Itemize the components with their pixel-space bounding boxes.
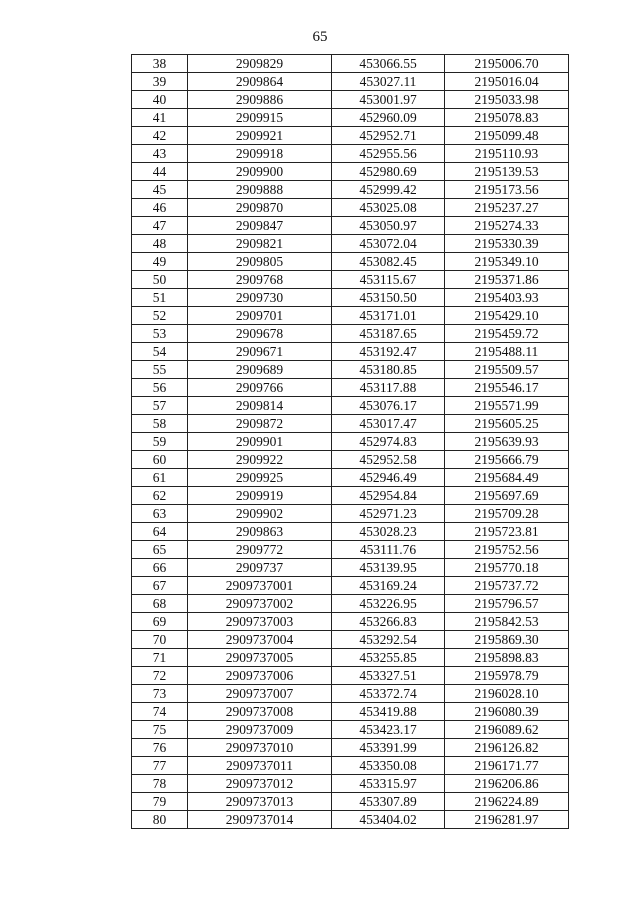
x-coordinate-cell: 453072.04 (332, 235, 445, 253)
point-number-cell: 54 (132, 343, 188, 361)
point-id-cell: 2909737007 (188, 685, 332, 703)
point-id-cell: 2909922 (188, 451, 332, 469)
point-id-cell: 2909768 (188, 271, 332, 289)
table-row (132, 73, 569, 91)
x-coordinate-cell: 452971.23 (332, 505, 445, 523)
x-coordinate-cell: 453187.65 (332, 325, 445, 343)
x-coordinate-cell: 453307.89 (332, 793, 445, 811)
y-coordinate-cell: 2195605.25 (445, 415, 569, 433)
point-id-cell: 2909737001 (188, 577, 332, 595)
y-coordinate-cell: 2195723.81 (445, 523, 569, 541)
point-id-cell: 2909737011 (188, 757, 332, 775)
table-row (132, 325, 569, 343)
point-number-cell: 80 (132, 811, 188, 829)
point-id-cell: 2909737004 (188, 631, 332, 649)
point-id-cell: 2909737012 (188, 775, 332, 793)
point-id-cell: 2909772 (188, 541, 332, 559)
table-row (132, 631, 569, 649)
table-row (132, 127, 569, 145)
table-row (132, 307, 569, 325)
point-id-cell: 2909737010 (188, 739, 332, 757)
point-number-cell: 74 (132, 703, 188, 721)
y-coordinate-cell: 2195330.39 (445, 235, 569, 253)
point-id-cell: 2909886 (188, 91, 332, 109)
point-number-cell: 60 (132, 451, 188, 469)
point-number-cell: 61 (132, 469, 188, 487)
x-coordinate-cell: 453255.85 (332, 649, 445, 667)
y-coordinate-cell: 2195697.69 (445, 487, 569, 505)
point-number-cell: 68 (132, 595, 188, 613)
point-number-cell: 66 (132, 559, 188, 577)
y-coordinate-cell: 2195139.53 (445, 163, 569, 181)
point-number-cell: 79 (132, 793, 188, 811)
table-row (132, 541, 569, 559)
point-number-cell: 41 (132, 109, 188, 127)
table-row (132, 181, 569, 199)
table-row (132, 811, 569, 829)
y-coordinate-cell: 2196028.10 (445, 685, 569, 703)
y-coordinate-cell: 2196171.77 (445, 757, 569, 775)
point-number-cell: 78 (132, 775, 188, 793)
point-number-cell: 39 (132, 73, 188, 91)
y-coordinate-cell: 2195274.33 (445, 217, 569, 235)
table-row (132, 793, 569, 811)
x-coordinate-cell: 453001.97 (332, 91, 445, 109)
point-id-cell: 2909730 (188, 289, 332, 307)
point-id-cell: 2909821 (188, 235, 332, 253)
y-coordinate-cell: 2195666.79 (445, 451, 569, 469)
point-id-cell: 2909737009 (188, 721, 332, 739)
point-id-cell: 2909872 (188, 415, 332, 433)
point-number-cell: 57 (132, 397, 188, 415)
point-id-cell: 2909737006 (188, 667, 332, 685)
x-coordinate-cell: 453419.88 (332, 703, 445, 721)
point-id-cell: 2909737008 (188, 703, 332, 721)
y-coordinate-cell: 2195459.72 (445, 325, 569, 343)
y-coordinate-cell: 2195978.79 (445, 667, 569, 685)
y-coordinate-cell: 2195110.93 (445, 145, 569, 163)
table-row (132, 289, 569, 307)
table-row (132, 757, 569, 775)
point-number-cell: 45 (132, 181, 188, 199)
y-coordinate-cell: 2195173.56 (445, 181, 569, 199)
table-row (132, 721, 569, 739)
table-row (132, 649, 569, 667)
point-number-cell: 51 (132, 289, 188, 307)
point-number-cell: 72 (132, 667, 188, 685)
table-row (132, 397, 569, 415)
x-coordinate-cell: 453025.08 (332, 199, 445, 217)
table-row (132, 433, 569, 451)
point-number-cell: 71 (132, 649, 188, 667)
y-coordinate-cell: 2195016.04 (445, 73, 569, 91)
table-row (132, 55, 569, 73)
point-number-cell: 67 (132, 577, 188, 595)
point-number-cell: 64 (132, 523, 188, 541)
x-coordinate-cell: 453423.17 (332, 721, 445, 739)
table-row (132, 361, 569, 379)
table-row (132, 739, 569, 757)
table-row (132, 163, 569, 181)
point-id-cell: 2909701 (188, 307, 332, 325)
y-coordinate-cell: 2196089.62 (445, 721, 569, 739)
table-row (132, 505, 569, 523)
x-coordinate-cell: 452999.42 (332, 181, 445, 199)
table-row (132, 667, 569, 685)
point-id-cell: 2909888 (188, 181, 332, 199)
point-number-cell: 59 (132, 433, 188, 451)
y-coordinate-cell: 2195488.11 (445, 343, 569, 361)
y-coordinate-cell: 2195737.72 (445, 577, 569, 595)
table-row (132, 415, 569, 433)
point-id-cell: 2909766 (188, 379, 332, 397)
table-row (132, 271, 569, 289)
y-coordinate-cell: 2195684.49 (445, 469, 569, 487)
x-coordinate-cell: 453150.50 (332, 289, 445, 307)
point-id-cell: 2909678 (188, 325, 332, 343)
table-row (132, 469, 569, 487)
y-coordinate-cell: 2195403.93 (445, 289, 569, 307)
point-id-cell: 2909915 (188, 109, 332, 127)
table-row (132, 595, 569, 613)
table-row (132, 487, 569, 505)
y-coordinate-cell: 2195770.18 (445, 559, 569, 577)
table-row (132, 253, 569, 271)
point-id-cell: 2909863 (188, 523, 332, 541)
y-coordinate-cell: 2196206.86 (445, 775, 569, 793)
y-coordinate-cell: 2195349.10 (445, 253, 569, 271)
y-coordinate-cell: 2196126.82 (445, 739, 569, 757)
x-coordinate-cell: 453315.97 (332, 775, 445, 793)
x-coordinate-cell: 453111.76 (332, 541, 445, 559)
point-number-cell: 46 (132, 199, 188, 217)
table-row (132, 199, 569, 217)
point-number-cell: 52 (132, 307, 188, 325)
point-number-cell: 76 (132, 739, 188, 757)
point-id-cell: 2909737002 (188, 595, 332, 613)
y-coordinate-cell: 2196080.39 (445, 703, 569, 721)
point-id-cell: 2909864 (188, 73, 332, 91)
x-coordinate-cell: 453066.55 (332, 55, 445, 73)
point-id-cell: 2909870 (188, 199, 332, 217)
x-coordinate-cell: 453372.74 (332, 685, 445, 703)
point-id-cell: 2909902 (188, 505, 332, 523)
point-number-cell: 69 (132, 613, 188, 631)
point-number-cell: 48 (132, 235, 188, 253)
x-coordinate-cell: 453192.47 (332, 343, 445, 361)
table-row (132, 235, 569, 253)
point-number-cell: 53 (132, 325, 188, 343)
point-id-cell: 2909737013 (188, 793, 332, 811)
x-coordinate-cell: 453139.95 (332, 559, 445, 577)
point-number-cell: 44 (132, 163, 188, 181)
point-id-cell: 2909737003 (188, 613, 332, 631)
table-row (132, 703, 569, 721)
y-coordinate-cell: 2195099.48 (445, 127, 569, 145)
point-number-cell: 55 (132, 361, 188, 379)
x-coordinate-cell: 453171.01 (332, 307, 445, 325)
coordinates-table-body (132, 55, 569, 829)
x-coordinate-cell: 452980.69 (332, 163, 445, 181)
table-row (132, 559, 569, 577)
point-id-cell: 2909921 (188, 127, 332, 145)
point-number-cell: 77 (132, 757, 188, 775)
point-id-cell: 2909805 (188, 253, 332, 271)
y-coordinate-cell: 2195752.56 (445, 541, 569, 559)
x-coordinate-cell: 453180.85 (332, 361, 445, 379)
point-id-cell: 2909737005 (188, 649, 332, 667)
x-coordinate-cell: 453028.23 (332, 523, 445, 541)
point-number-cell: 49 (132, 253, 188, 271)
y-coordinate-cell: 2195237.27 (445, 199, 569, 217)
y-coordinate-cell: 2196224.89 (445, 793, 569, 811)
point-number-cell: 43 (132, 145, 188, 163)
x-coordinate-cell: 453050.97 (332, 217, 445, 235)
y-coordinate-cell: 2195371.86 (445, 271, 569, 289)
point-id-cell: 2909671 (188, 343, 332, 361)
x-coordinate-cell: 453082.45 (332, 253, 445, 271)
x-coordinate-cell: 453327.51 (332, 667, 445, 685)
point-id-cell: 2909814 (188, 397, 332, 415)
point-number-cell: 73 (132, 685, 188, 703)
table-row (132, 451, 569, 469)
point-number-cell: 42 (132, 127, 188, 145)
coordinates-table (131, 54, 569, 829)
y-coordinate-cell: 2195429.10 (445, 307, 569, 325)
x-coordinate-cell: 453017.47 (332, 415, 445, 433)
table-row (132, 343, 569, 361)
x-coordinate-cell: 453266.83 (332, 613, 445, 631)
x-coordinate-cell: 453350.08 (332, 757, 445, 775)
table-row (132, 523, 569, 541)
y-coordinate-cell: 2195898.83 (445, 649, 569, 667)
page-number: 65 (312, 29, 328, 45)
table-row (132, 577, 569, 595)
y-coordinate-cell: 2195546.17 (445, 379, 569, 397)
point-id-cell: 2909919 (188, 487, 332, 505)
y-coordinate-cell: 2195509.57 (445, 361, 569, 379)
y-coordinate-cell: 2195006.70 (445, 55, 569, 73)
x-coordinate-cell: 452952.71 (332, 127, 445, 145)
y-coordinate-cell: 2196281.97 (445, 811, 569, 829)
x-coordinate-cell: 452954.84 (332, 487, 445, 505)
table-row (132, 379, 569, 397)
x-coordinate-cell: 453027.11 (332, 73, 445, 91)
y-coordinate-cell: 2195842.53 (445, 613, 569, 631)
point-number-cell: 47 (132, 217, 188, 235)
point-number-cell: 50 (132, 271, 188, 289)
y-coordinate-cell: 2195796.57 (445, 595, 569, 613)
point-id-cell: 2909689 (188, 361, 332, 379)
point-number-cell: 38 (132, 55, 188, 73)
x-coordinate-cell: 452974.83 (332, 433, 445, 451)
point-number-cell: 75 (132, 721, 188, 739)
point-number-cell: 70 (132, 631, 188, 649)
x-coordinate-cell: 452960.09 (332, 109, 445, 127)
point-id-cell: 2909847 (188, 217, 332, 235)
point-number-cell: 63 (132, 505, 188, 523)
y-coordinate-cell: 2195078.83 (445, 109, 569, 127)
point-number-cell: 62 (132, 487, 188, 505)
x-coordinate-cell: 453169.24 (332, 577, 445, 595)
table-row (132, 775, 569, 793)
y-coordinate-cell: 2195571.99 (445, 397, 569, 415)
point-number-cell: 40 (132, 91, 188, 109)
table-row (132, 91, 569, 109)
x-coordinate-cell: 453226.95 (332, 595, 445, 613)
point-number-cell: 56 (132, 379, 188, 397)
point-id-cell: 2909737 (188, 559, 332, 577)
y-coordinate-cell: 2195639.93 (445, 433, 569, 451)
table-row (132, 685, 569, 703)
x-coordinate-cell: 452955.56 (332, 145, 445, 163)
point-id-cell: 2909901 (188, 433, 332, 451)
y-coordinate-cell: 2195869.30 (445, 631, 569, 649)
table-row (132, 145, 569, 163)
point-id-cell: 2909900 (188, 163, 332, 181)
point-number-cell: 58 (132, 415, 188, 433)
x-coordinate-cell: 453391.99 (332, 739, 445, 757)
y-coordinate-cell: 2195709.28 (445, 505, 569, 523)
x-coordinate-cell: 452952.58 (332, 451, 445, 469)
table-row (132, 217, 569, 235)
x-coordinate-cell: 453076.17 (332, 397, 445, 415)
table-row (132, 109, 569, 127)
x-coordinate-cell: 453404.02 (332, 811, 445, 829)
x-coordinate-cell: 453117.88 (332, 379, 445, 397)
point-id-cell: 2909829 (188, 55, 332, 73)
x-coordinate-cell: 453115.67 (332, 271, 445, 289)
x-coordinate-cell: 452946.49 (332, 469, 445, 487)
point-number-cell: 65 (132, 541, 188, 559)
point-id-cell: 2909918 (188, 145, 332, 163)
table-row (132, 613, 569, 631)
point-id-cell: 2909925 (188, 469, 332, 487)
x-coordinate-cell: 453292.54 (332, 631, 445, 649)
point-id-cell: 2909737014 (188, 811, 332, 829)
y-coordinate-cell: 2195033.98 (445, 91, 569, 109)
